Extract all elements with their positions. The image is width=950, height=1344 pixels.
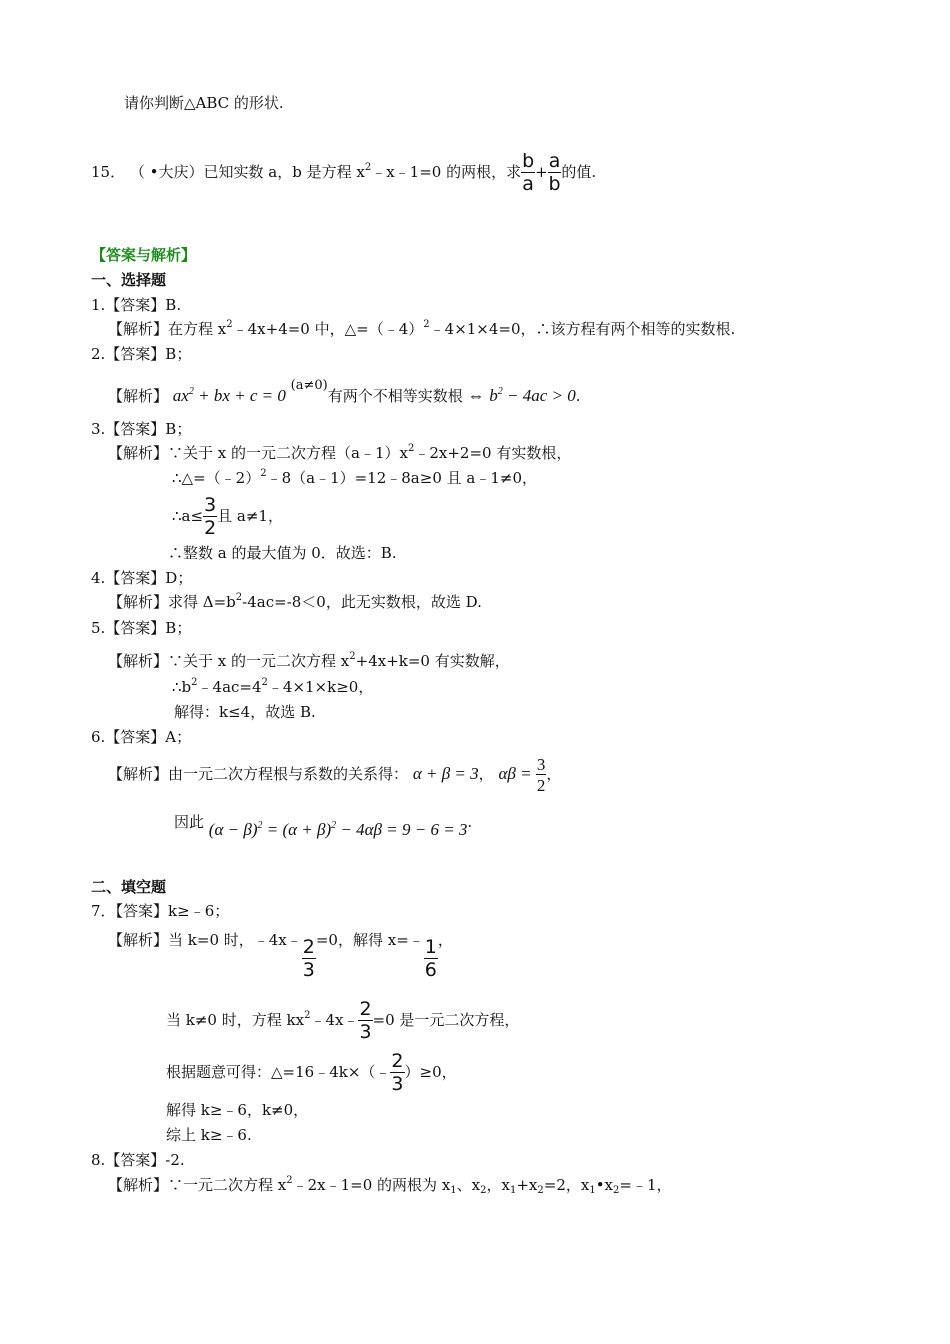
fraction-3-over-2: $\frac{3}{2}$ (204, 494, 217, 539)
answer-3: 3.【答案】B； (91, 420, 192, 438)
analysis-1: 【解析】在方程 $x^2﹣4x+4=0$ 中，△=（﹣4）$^2$﹣4×1×4=0，∴该方程有两个相等的实数根. (108, 319, 736, 338)
analysis-8: 【解析】∵一元二次方程 $x^2﹣2x﹣1=0$ 的两根为 $x_1$、$x_2$，$x_1+x_2=2$，$x_1•x_2=﹣1$， (108, 1175, 672, 1196)
answer-6: 6.【答案】A； (91, 728, 192, 746)
analysis-7-line3: 根据题意可得：△=16﹣4k×（﹣ $\frac{2}{3}$ ）≥0， (166, 1050, 457, 1095)
answer-title: 【答案与解析】 (91, 246, 197, 264)
fraction-2-over-3: $\frac{2}{3}$ (302, 936, 315, 981)
answer-2: 2.【答案】B； (91, 345, 192, 363)
fraction-a-over-b: $\frac{a}{b}$ (548, 150, 561, 195)
section-fill-title: 二、填空题 (91, 878, 167, 896)
fraction-2-over-3: $\frac{2}{3}$ (359, 998, 372, 1043)
fraction-3-over-2: $\frac{3}{2}$ (536, 755, 546, 795)
question-15: 15． （ •大庆）已知实数 a，b 是方程 $x^2﹣x﹣1=0$ 的两根，求 $\frac{b}{a}$ + $\frac{a}{b}$ 的值. (91, 150, 597, 195)
analysis-5-line1: 【解析】∵关于 x 的一元二次方程 $x^2+4x+k=0$ 有实数解， (108, 651, 510, 670)
analysis-7-line1: 【解析】当 k=0 时，﹣4x﹣ $\frac{2}{3}$ =0，解得 x=﹣ $\frac{1}{6}$ ， (108, 931, 453, 981)
analysis-3-line3: ∴a≤ $\frac{3}{2}$ 且 a≠1， (172, 494, 283, 539)
answer-5: 5.【答案】B； (91, 619, 192, 637)
answer-1: 1.【答案】B. (91, 296, 182, 314)
answer-4: 4.【答案】D； (91, 569, 193, 587)
analysis-4: 【解析】求得 $\Delta=b^2-4ac=-8<0$，此无实数根，故选 D. (108, 592, 482, 611)
fraction-2-over-3: $\frac{2}{3}$ (391, 1050, 404, 1095)
analysis-3-line4: ∴整数 a 的最大值为 0．故选：B. (168, 544, 397, 562)
answer-8: 8.【答案】-2. (91, 1151, 185, 1169)
analysis-7-line4: 解得 k≥﹣6，k≠0， (166, 1101, 309, 1119)
analysis-5-line2: $\therefore b^2﹣4ac=4^2﹣4\times 1\times k\ge 0$， (172, 677, 374, 696)
analysis-7-line5: 综上 k≥﹣6. (166, 1126, 252, 1144)
fraction-1-over-6: $\frac{1}{6}$ (424, 936, 437, 981)
fraction-b-over-a: $\frac{b}{a}$ (522, 150, 535, 195)
analysis-5-line3: 解得：k≤4，故选 B. (174, 703, 316, 721)
section-choice-title: 一、选择题 (91, 271, 167, 289)
answer-7: 7．【答案】k≥﹣6； (91, 902, 230, 920)
analysis-6-line2: 因此 $(\alpha - \beta)^2 = (\alpha + \beta)^2 - 4\alpha\beta = 9 - 6 = 3$. (174, 813, 473, 839)
analysis-3-line1: 【解析】∵关于 x 的一元二次方程$(a﹣1)x^2﹣2x+2=0$ 有实数根， (108, 443, 572, 462)
analysis-7-line2: 当 k≠0 时，方程 $kx^2﹣4x﹣$ $\frac{2}{3}$ =0 是一元二次方程， (166, 998, 520, 1043)
analysis-3-line2: ∴△=（﹣2）$^2$﹣8（a﹣1）=12﹣8a≥0 且 a﹣1≠0， (172, 468, 537, 487)
q14-tail: 请你判断△ABC 的形状. (124, 94, 284, 112)
analysis-6-line1: 【解析】由一元二次方程根与系数的关系得： α + β = 3， αβ = $\frac{3}{2}$ ， (108, 755, 562, 795)
analysis-2: 【解析】 $ax^2$ + bx + c = 0 (a≠0)有两个不相等实数根 ⇔ $b^2 - 4ac > 0$. (108, 378, 581, 405)
